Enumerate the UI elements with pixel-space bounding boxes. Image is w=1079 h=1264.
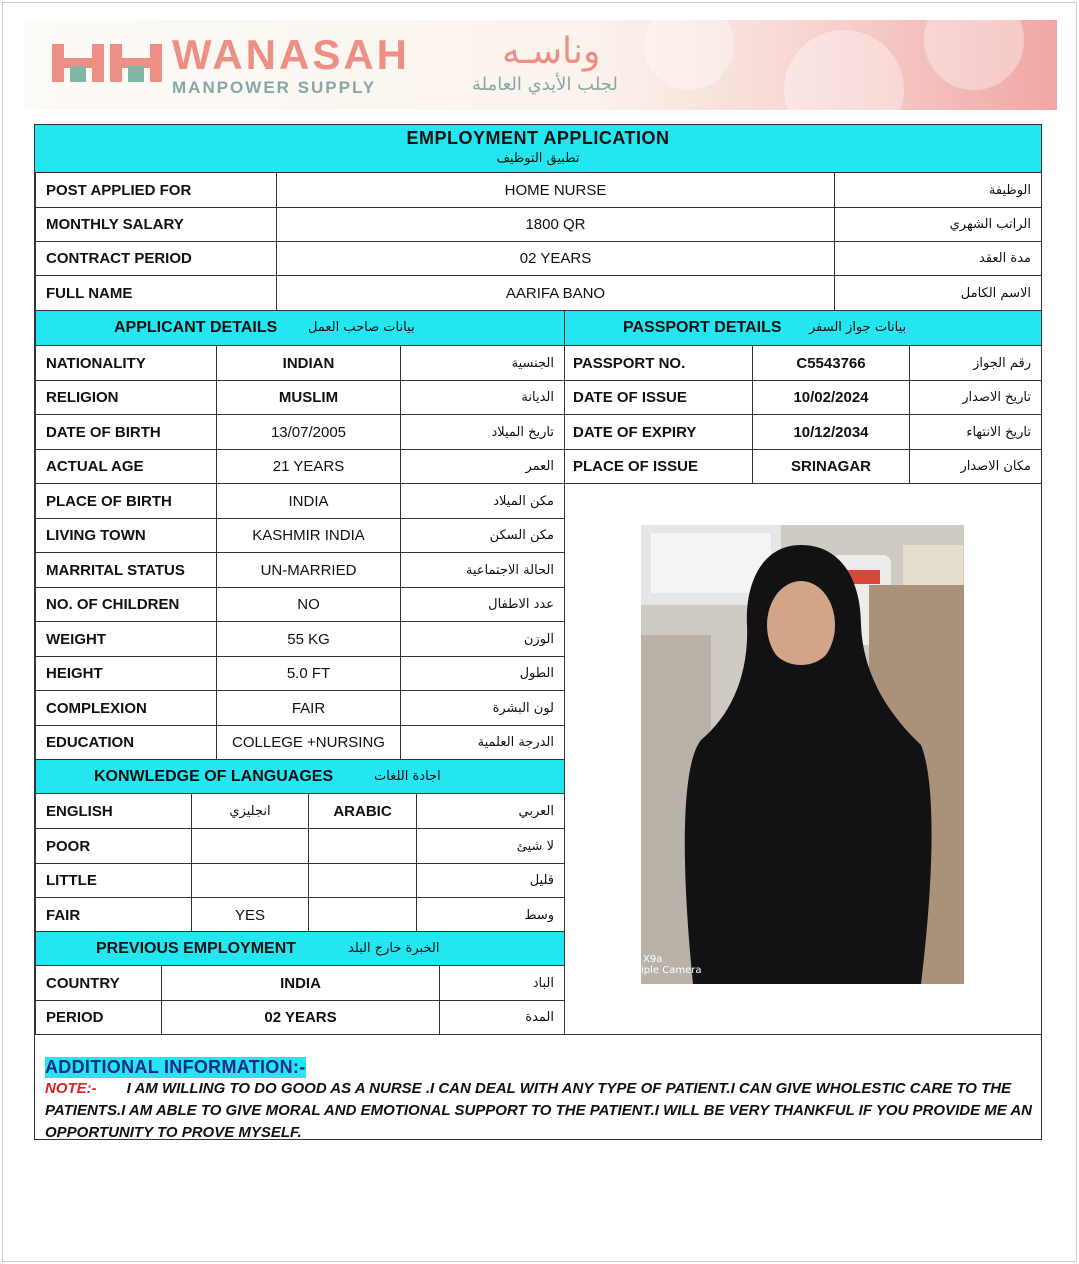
additional-information-text <box>45 1078 1035 1144</box>
contract-period-ar: مدة العقد <box>834 241 1042 276</box>
arabic-label: ARABIC <box>308 793 417 829</box>
photo-watermark-line2: iple Camera <box>641 965 702 976</box>
languages-title-ar: اجادة اللغات <box>374 769 441 784</box>
contract-period-value: 02 YEARS <box>276 241 835 276</box>
passport-row-label: PASSPORT NO. <box>564 345 753 381</box>
applicant-row-ar: الحالة الاجتماعية <box>400 552 565 588</box>
applicant-row-label: RELIGION <box>35 380 217 415</box>
applicant-row-value: INDIA <box>216 483 401 519</box>
applicant-row-label: NATIONALITY <box>35 345 217 381</box>
applicant-row-label: COMPLEXION <box>35 690 217 726</box>
passport-row-ar: تاريخ الاصدار <box>909 380 1042 415</box>
language-english-value <box>191 863 309 898</box>
applicant-row-value: 13/07/2005 <box>216 414 401 450</box>
applicant-row-label: HEIGHT <box>35 656 217 691</box>
previous-employment-title: PREVIOUS EMPLOYMENT <box>96 940 297 957</box>
company-name: WANASAH <box>172 31 410 78</box>
applicant-row-value: INDIAN <box>216 345 401 381</box>
period-label: PERIOD <box>35 1000 162 1035</box>
applicant-row-value: FAIR <box>216 690 401 726</box>
passport-details-title: PASSPORT DETAILS <box>623 319 782 336</box>
applicant-row-label: MARRITAL STATUS <box>35 552 217 588</box>
note-label: NOTE:- <box>45 1080 97 1097</box>
applicant-row-ar: عدد الاطفال <box>400 587 565 622</box>
applicant-row-value: KASHMIR INDIA <box>216 518 401 553</box>
language-arabic-value <box>308 863 417 898</box>
passport-details-header <box>564 310 1042 346</box>
form-title-ar: تطبيق التوظيف <box>496 151 580 166</box>
period-value: 02 YEARS <box>161 1000 440 1035</box>
previous-employment-title-ar: الخبرة خارج البلد <box>348 941 440 956</box>
full-name-label: FULL NAME <box>35 275 277 311</box>
language-arabic-value <box>308 828 417 864</box>
additional-information <box>45 1057 1035 1144</box>
form-title <box>35 125 1041 173</box>
applicant-details-title: APPLICANT DETAILS <box>114 319 278 336</box>
company-logo-icon <box>52 40 162 84</box>
applicant-row-ar: مكن الميلاد <box>400 483 565 519</box>
languages-header <box>35 759 565 794</box>
passport-row-label: PLACE OF ISSUE <box>564 449 753 484</box>
header-decoration <box>644 20 734 90</box>
passport-details-title-ar: بيانات جواز السفر <box>809 320 907 335</box>
applicant-row-value: UN-MARRIED <box>216 552 401 588</box>
applicant-photo-image <box>641 525 964 984</box>
full-name-ar: الاسم الكامل <box>834 275 1042 311</box>
applicant-row-label: LIVING TOWN <box>35 518 217 553</box>
monthly-salary-ar: الراتب الشهري <box>834 207 1042 242</box>
applicant-row-label: DATE OF BIRTH <box>35 414 217 450</box>
applicant-details-title-ar: بيانات صاحب العمل <box>308 320 415 335</box>
post-applied-ar: الوظيفة <box>834 172 1042 208</box>
language-english-value: YES <box>191 897 309 933</box>
note-text: I AM WILLING TO DO GOOD AS A NURSE .I CAN DEAL WITH ANY TYPE OF PATIENT.I CAN GIVE WHOLESTIC CARE TO THE PATIENTS.I AM ABLE TO GIVE MORAL AND EMOTIONAL SUPPORT TO THE PATIENT.I WILL BE VERY THANKFUL IF YOU PROVIDE ME AN OPPORTUNITY TO PROVE MYSELF. <box>45 1080 1033 1141</box>
photo-watermark-line1: X9a <box>643 954 663 965</box>
passport-row-label: DATE OF ISSUE <box>564 380 753 415</box>
applicant-row-value: 55 KG <box>216 621 401 657</box>
applicant-row-value: MUSLIM <box>216 380 401 415</box>
applicant-row-value: 5.0 FT <box>216 656 401 691</box>
applicant-row-ar: العمر <box>400 449 565 484</box>
applicant-row-value: 21 YEARS <box>216 449 401 484</box>
country-ar: الباد <box>439 965 565 1001</box>
language-level-label: FAIR <box>35 897 192 933</box>
applicant-row-label: EDUCATION <box>35 725 217 760</box>
previous-employment-header <box>35 931 565 966</box>
applicant-row-label: WEIGHT <box>35 621 217 657</box>
english-label: ENGLISH <box>35 793 192 829</box>
post-applied-value: HOME NURSE <box>276 172 835 208</box>
country-label: COUNTRY <box>35 965 162 1001</box>
passport-row-ar: رقم الجواز <box>909 345 1042 381</box>
post-applied-label: POST APPLIED FOR <box>35 172 277 208</box>
applicant-row-ar: الطول <box>400 656 565 691</box>
passport-row-ar: مكان الاصدار <box>909 449 1042 484</box>
additional-information-title: ADDITIONAL INFORMATION:- <box>45 1057 306 1077</box>
company-tagline-arabic: لجلب الأيدي العاملة <box>472 74 618 95</box>
applicant-photo <box>641 525 964 984</box>
passport-row-value: 10/02/2024 <box>752 380 910 415</box>
company-name-arabic: وناسـه <box>502 31 601 72</box>
header-decoration <box>924 20 1024 90</box>
language-english-value <box>191 828 309 864</box>
company-header <box>24 20 1057 110</box>
applicant-row-label: ACTUAL AGE <box>35 449 217 484</box>
applicant-row-ar: الدرجة العلمية <box>400 725 565 760</box>
full-name-value: AARIFA BANO <box>276 275 835 311</box>
monthly-salary-value: 1800 QR <box>276 207 835 242</box>
applicant-row-ar: الديانة <box>400 380 565 415</box>
company-tagline: MANPOWER SUPPLY <box>172 78 377 97</box>
applicant-row-ar: لون البشرة <box>400 690 565 726</box>
employment-application-form <box>34 124 1042 1140</box>
passport-row-value: C5543766 <box>752 345 910 381</box>
country-value: INDIA <box>161 965 440 1001</box>
passport-row-value: 10/12/2034 <box>752 414 910 450</box>
language-level-ar: وسط <box>416 897 565 933</box>
language-level-ar: قليل <box>416 863 565 898</box>
language-arabic-value <box>308 897 417 933</box>
applicant-details-header <box>35 310 565 346</box>
language-level-label: POOR <box>35 828 192 864</box>
applicant-row-label: NO. OF CHILDREN <box>35 587 217 622</box>
header-decoration <box>784 30 904 110</box>
passport-row-ar: تاريخ الانتهاء <box>909 414 1042 450</box>
language-level-label: LITTLE <box>35 863 192 898</box>
applicant-row-value: COLLEGE +NURSING <box>216 725 401 760</box>
applicant-row-label: PLACE OF BIRTH <box>35 483 217 519</box>
applicant-row-ar: مكن السكن <box>400 518 565 553</box>
form-title-en: EMPLOYMENT APPLICATION <box>406 128 670 148</box>
applicant-row-value: NO <box>216 587 401 622</box>
english-label-ar: انجليزي <box>191 793 309 829</box>
applicant-row-ar: الوزن <box>400 621 565 657</box>
arabic-label-ar: العربي <box>416 793 565 829</box>
language-level-ar: لا شيئ <box>416 828 565 864</box>
languages-title: KONWLEDGE OF LANGUAGES <box>94 768 334 785</box>
contract-period-label: CONTRACT PERIOD <box>35 241 277 276</box>
applicant-row-ar: تاريخ الميلاد <box>400 414 565 450</box>
monthly-salary-label: MONTHLY SALARY <box>35 207 277 242</box>
period-ar: المدة <box>439 1000 565 1035</box>
passport-row-value: SRINAGAR <box>752 449 910 484</box>
applicant-row-ar: الجنسية <box>400 345 565 381</box>
passport-row-label: DATE OF EXPIRY <box>564 414 753 450</box>
